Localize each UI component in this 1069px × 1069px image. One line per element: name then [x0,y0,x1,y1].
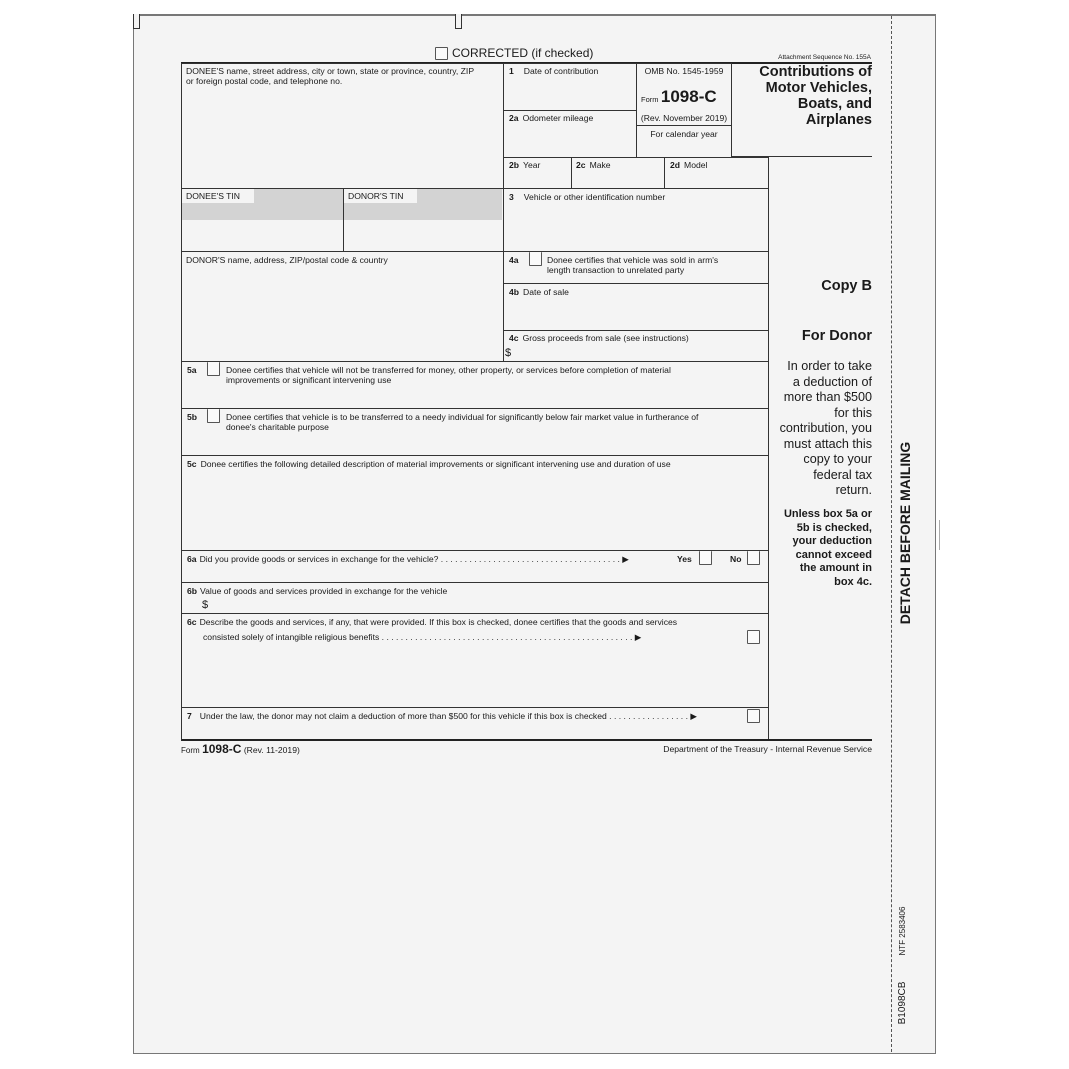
footer-form-number: 1098-C [202,742,242,756]
form-word: Form [641,95,659,104]
donor-name-label: DONOR'S name, address, ZIP/postal code & country [186,255,388,265]
box7-label: Under the law, the donor may not claim a deduction of more than $500 for this vehicle if this box is checked . . . . . . . . . . . . . . . . . ▶ [199,711,697,721]
box4b-label: Date of sale [523,287,569,297]
sidebar-line: contribution, you [779,421,872,435]
box5b-label-2: donee's charitable purpose [226,422,329,432]
form-title [731,64,872,128]
box-number: 4b [509,287,520,297]
ntf-code: NTF 2583406 [898,906,907,956]
box5a-label: Donee certifies that vehicle will not be transferred for money, other property, or services before completion of material [226,365,671,375]
sidebar-line: cannot exceed [795,548,872,561]
box4a-label: Donee certifies that vehicle was sold in arm's [547,255,719,265]
donee-name-label-2: or foreign postal code, and telephone no. [186,76,343,86]
sidebar-line: your deduction [792,535,872,547]
dollar-sign: $ [202,599,209,611]
footer-revision: (Rev. 11-2019) [243,745,300,755]
donee-name-label: DONEE'S name, street address, city or town, state or province, country, ZIP [186,66,475,76]
corrected-label: CORRECTED (if checked) [452,46,594,60]
donee-tin-label: DONEE'S TIN [182,189,254,203]
box-number: 5c [187,459,197,469]
box2a-label: Odometer mileage [522,113,594,123]
title-line: Contributions of [759,64,872,80]
form-bottom-rule [768,739,872,741]
box7-checkbox[interactable] [747,709,760,723]
deduction-warning [784,508,872,589]
box2b-label: Year [523,160,541,170]
box-number: 5a [187,365,197,375]
sidebar-line: for this [834,405,872,420]
edge-mark [939,520,940,550]
title-line: Airplanes [805,112,872,128]
divider [636,125,731,126]
for-donor-heading: For Donor [801,328,872,344]
box5c-label: Donee certifies the following detailed description of material improvements or significant intervening use and duration of use [200,459,671,469]
box5b-label: Donee certifies that vehicle is to be transferred to a needy individual for significantly below fair market value in furtherance of [226,412,699,422]
box-number: 6a [187,554,197,564]
yes-label: Yes [677,554,692,564]
omb-number: OMB No. 1545-1959 [644,66,724,76]
box-number: 2d [670,160,681,170]
box-number: 3 [509,192,514,202]
perforation-mark [133,14,140,29]
detach-line [891,16,892,1052]
sidebar-line: the amount in [799,562,872,574]
sidebar-line: return. [835,483,872,497]
box6c-label: Describe the goods and services, if any, that were provided. If this box is checked, donee certifies that the goods and services [199,617,678,627]
box6c-label-2: consisted solely of intangible religious benefits . . . . . . . . . . . . . . . . . . . . . . . . . . . . . . . . . . . . . . . . . . . . . . . . . . . . . ▶ [203,632,642,642]
footer-form-word: Form [181,746,200,755]
sidebar-line: 5b is checked, [796,521,872,534]
box2c-label: Make [589,160,611,170]
box6c-description[interactable] [181,613,769,708]
sidebar-line: box 4c. [834,575,872,588]
footer-agency: Department of the Treasury - Internal Revenue Service [663,744,872,754]
box-number: 6b [187,586,198,596]
sidebar-line: Unless box 5a or [783,508,872,520]
box-number: 2a [509,113,519,123]
box5a-label-2: improvements or significant intervening use [226,375,392,385]
revision: (Rev. November 2019) [640,113,728,123]
sidebar-line: copy to your [803,452,872,466]
perforation-mark [455,14,462,29]
box4a-label-2: length transaction to unrelated party [547,265,685,275]
box6b-label: Value of goods and services provided in exchange for the vehicle [200,586,448,596]
yes-checkbox[interactable] [699,551,712,565]
box1-label: Date of contribution [523,66,599,76]
box5b-checkbox[interactable] [207,409,220,423]
box-number: 5b [187,412,198,422]
no-label: No [730,554,742,564]
sidebar-line: must attach this [783,436,872,451]
box4c-label: Gross proceeds from sale (see instructions) [522,333,689,343]
detach-before-mailing: DETACH BEFORE MAILING [897,441,913,625]
donor-tin-label: DONOR'S TIN [344,189,417,203]
title-line: Boats, and [797,96,872,112]
box-number: 4c [509,333,519,343]
corrected-checkbox[interactable] [435,47,448,60]
box-number: 2c [576,160,586,170]
attachment-sequence: Attachment Sequence No. 155A [778,54,871,61]
form-number: 1098-C [660,87,717,106]
dollar-sign: $ [505,347,512,359]
instructions-paragraph [780,359,872,499]
sidebar-line: a deduction of [792,374,872,389]
box-number: 6c [187,617,197,627]
box-number: 7 [187,711,192,721]
title-line: Motor Vehicles, [765,80,872,96]
box2d-label: Model [684,160,708,170]
box-number: 2b [509,160,520,170]
box3-label: Vehicle or other identification number [523,192,666,202]
box-number: 4a [509,255,519,265]
copy-b-heading: Copy B [821,278,872,294]
box5a-checkbox[interactable] [207,362,220,376]
donor-name-box[interactable] [181,251,504,362]
box6c-checkbox[interactable] [747,630,760,644]
calendar-year-label[interactable]: For calendar year [650,129,718,139]
box-number: 1 [509,66,514,76]
sidebar-line: more than $500 [783,390,872,404]
no-checkbox[interactable] [747,551,760,565]
box6a-label: Did you provide goods or services in exchange for the vehicle? . . . . . . . . . . . . . . . . . . . . . . . . . . . . . . . . . . . . . . ▶ [199,554,629,564]
sidebar-line: federal tax [813,467,872,482]
sidebar-line: In order to take [787,359,872,373]
form-code: B1098CB [897,981,908,1025]
omb-box [636,63,732,158]
box4a-checkbox[interactable] [529,252,542,266]
box5c-description[interactable] [181,455,769,551]
